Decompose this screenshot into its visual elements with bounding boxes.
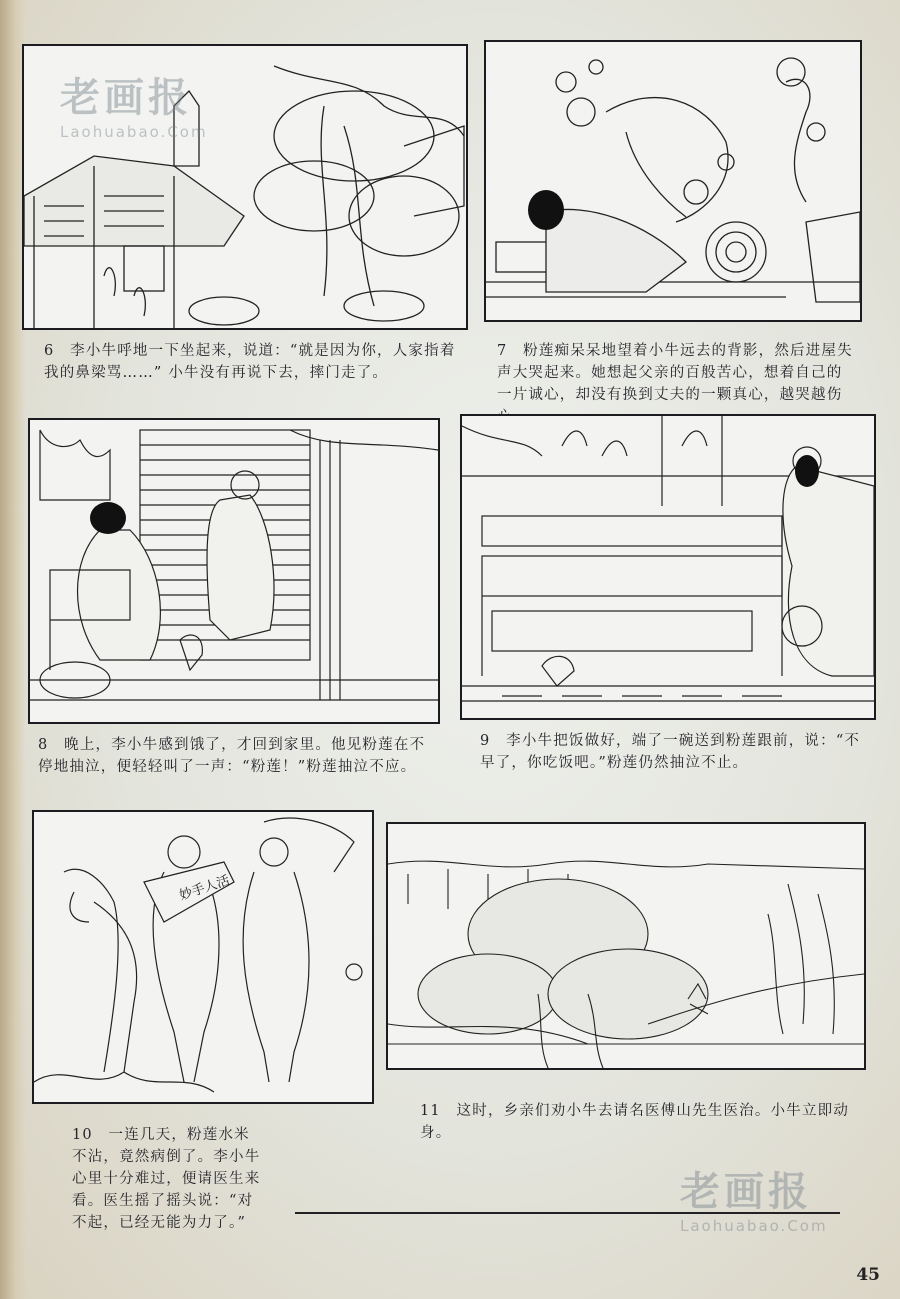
watermark-bottom-brand: 老画报 — [680, 1169, 812, 1215]
panel-11-illustration — [388, 824, 864, 1068]
caption-7: 7 粉莲痴呆呆地望着小牛远去的背影，然后进屋失声大哭起来。她想起父亲的百般苦心，想着自己的一片诚心，却没有换到丈夫的一颗真心，越哭越伤 — [497, 343, 853, 403]
watermark-top-brand: 老画报 — [60, 75, 192, 121]
caption-9: 9 李小牛把饭做好，端了一碗送到粉莲跟前，说：“不早了，你吃饭吧。”粉莲仍然抽泣不止。 — [480, 733, 861, 771]
panel-7-illustration — [486, 42, 860, 320]
watermark-top-site: Laohuabao.Com — [60, 123, 208, 141]
panel-10-illustration — [34, 812, 372, 1102]
caption-6: 6 李小牛呼地一下坐起来，说道：“就是因为你，人家指着我的鼻梁骂……” 小牛没有再说下去，摔门走了。 — [44, 343, 456, 381]
comic-panel-11 — [386, 822, 866, 1070]
comic-panel-7 — [484, 40, 862, 322]
comic-panel-8 — [28, 418, 440, 724]
caption-10: 10 一连几天，粉莲水米不沾，竟然病倒了。李小牛心里十分难过，便请医生来看。医生摇了摇头说：“对不起，已经无能为力了。” — [72, 1127, 261, 1231]
watermark-bottom-site: Laohuabao.Com — [680, 1217, 828, 1235]
fan-inscription: 妙手人活 — [177, 873, 232, 904]
comic-panel-9 — [460, 414, 876, 720]
watermark-top — [60, 66, 208, 141]
page-number: 45 — [856, 1265, 880, 1285]
watermark-bottom — [680, 1160, 828, 1235]
panel-8-illustration — [30, 420, 438, 722]
caption-8: 8 晚上，李小牛感到饿了，才回到家里。他见粉莲在不停地抽泣，便轻轻叫了一声：“粉莲！”粉莲抽泣不应。 — [38, 737, 426, 775]
comic-panel-10 — [32, 810, 374, 1104]
panel-9-illustration — [462, 416, 874, 718]
caption-11: 11 这时，乡亲们劝小牛去请名医傅山先生医治。小牛立即动身。 — [420, 1103, 850, 1141]
